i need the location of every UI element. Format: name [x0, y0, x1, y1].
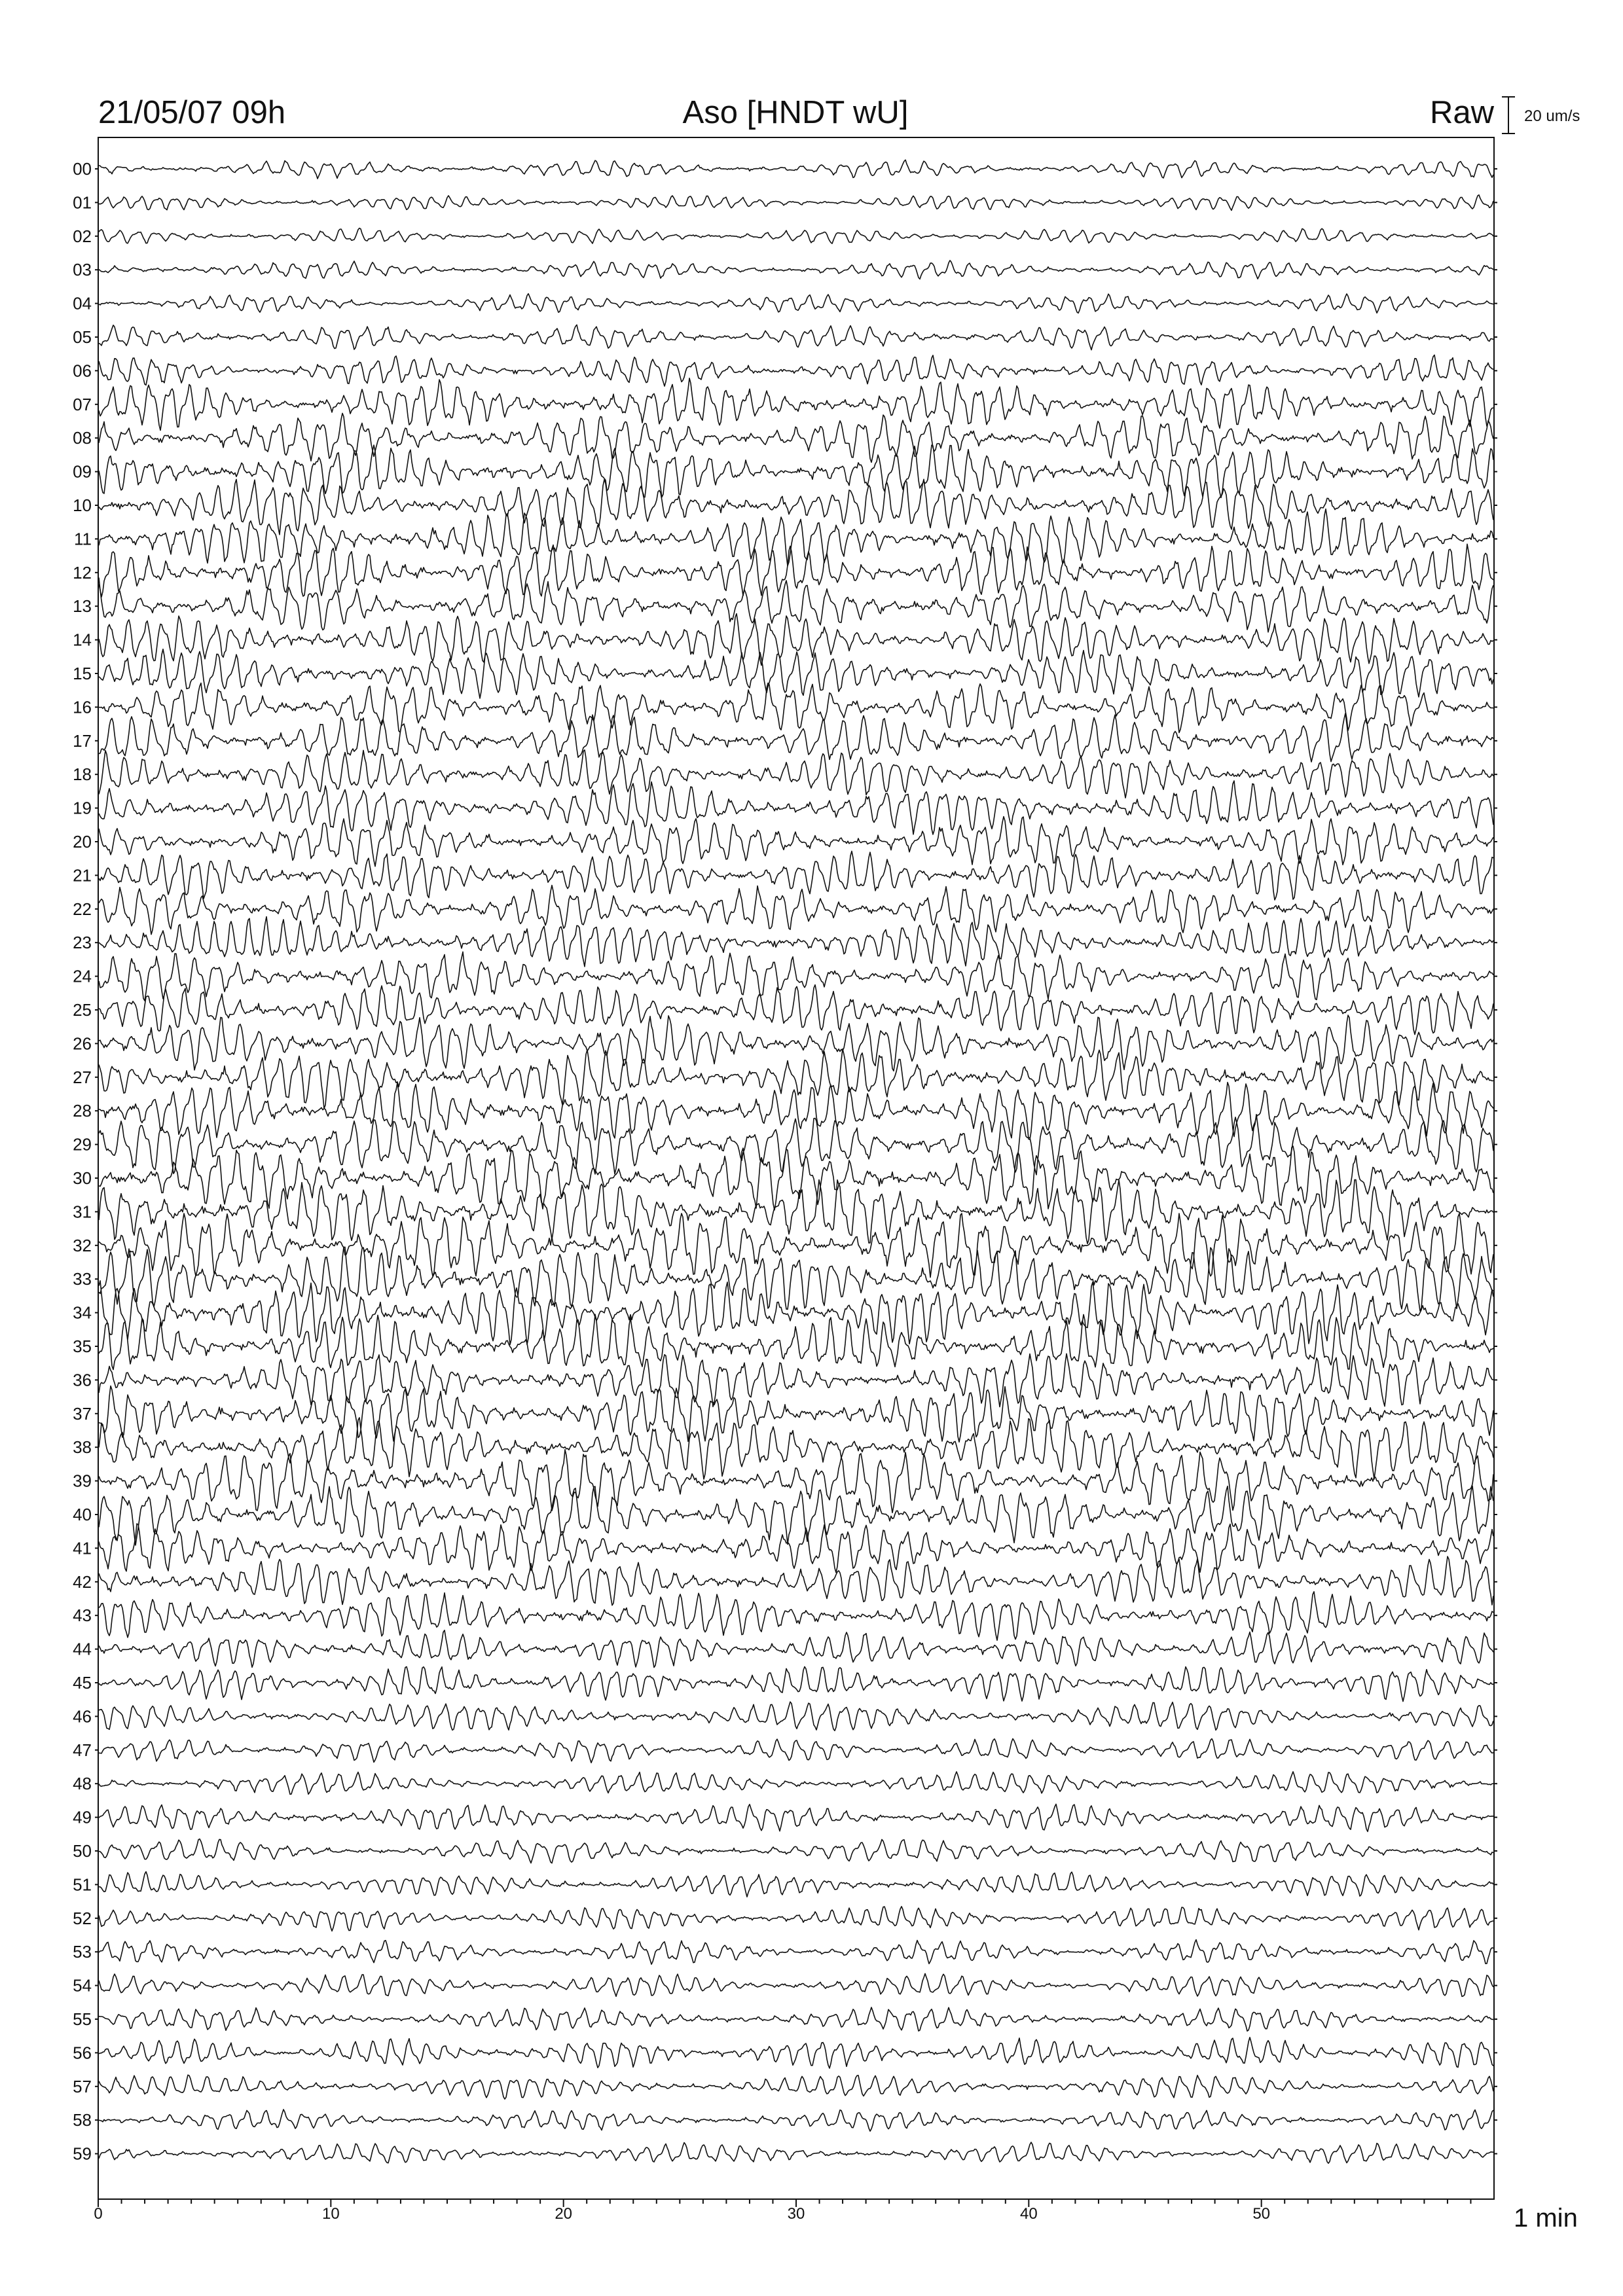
row-label-37: 37 — [73, 1403, 92, 1424]
row-label-53: 53 — [73, 1942, 92, 1962]
trace-row-54 — [99, 1973, 1493, 1996]
trace-row-25 — [99, 985, 1493, 1035]
station-title: Aso [HNDT wU] — [682, 95, 909, 130]
mode-label: Raw — [1429, 95, 1494, 130]
trace-row-56 — [99, 2037, 1493, 2068]
trace-row-26 — [99, 1015, 1493, 1071]
row-label-21: 21 — [73, 865, 92, 886]
row-label-46: 46 — [73, 1706, 92, 1727]
row-label-49: 49 — [73, 1807, 92, 1827]
x-tick-label: 40 — [1019, 2205, 1038, 2223]
row-label-07: 07 — [73, 394, 92, 414]
trace-row-09 — [99, 445, 1493, 497]
x-axis — [94, 2199, 1470, 2223]
row-label-35: 35 — [73, 1336, 92, 1356]
row-label-45: 45 — [73, 1673, 92, 1693]
trace-row-48 — [99, 1772, 1493, 1795]
row-label-42: 42 — [73, 1571, 92, 1592]
row-label-04: 04 — [73, 293, 92, 314]
row-label-54: 54 — [73, 1975, 92, 1996]
trace-row-04 — [99, 294, 1493, 314]
row-label-13: 13 — [73, 596, 92, 617]
trace-row-52 — [99, 1907, 1493, 1931]
x-tick-label: 30 — [787, 2205, 805, 2223]
row-label-12: 12 — [73, 562, 92, 583]
trace-row-58 — [99, 2109, 1493, 2131]
trace-row-16 — [99, 683, 1493, 733]
row-label-10: 10 — [73, 495, 92, 515]
row-label-44: 44 — [73, 1639, 92, 1659]
row-labels — [73, 159, 1497, 2164]
row-label-41: 41 — [73, 1538, 92, 1558]
scale-bar-label: 20 um/s — [1524, 107, 1580, 125]
row-label-19: 19 — [73, 798, 92, 818]
trace-row-46 — [99, 1702, 1493, 1731]
trace-row-13 — [99, 581, 1493, 632]
row-label-20: 20 — [73, 832, 92, 852]
row-label-50: 50 — [73, 1841, 92, 1861]
trace-row-10 — [99, 479, 1493, 535]
trace-row-30 — [99, 1146, 1493, 1210]
x-tick-label: 0 — [94, 2205, 103, 2223]
row-label-26: 26 — [73, 1033, 92, 1054]
row-label-16: 16 — [73, 697, 92, 717]
x-tick-label: 10 — [321, 2205, 340, 2223]
trace-row-57 — [99, 2075, 1493, 2099]
row-label-33: 33 — [73, 1269, 92, 1289]
row-label-23: 23 — [73, 933, 92, 953]
trace-row-24 — [99, 952, 1493, 1001]
amplitude-scale-bar — [1502, 97, 1580, 134]
row-label-11: 11 — [74, 529, 92, 549]
row-label-57: 57 — [73, 2076, 92, 2096]
row-label-58: 58 — [73, 2110, 92, 2130]
row-label-34: 34 — [73, 1302, 92, 1323]
trace-row-53 — [99, 1940, 1493, 1965]
row-label-17: 17 — [73, 730, 92, 751]
row-label-43: 43 — [73, 1605, 92, 1626]
seismic-traces — [99, 160, 1493, 2163]
row-label-27: 27 — [73, 1067, 92, 1087]
row-label-00: 00 — [73, 159, 92, 179]
row-label-15: 15 — [73, 664, 92, 683]
trace-row-07 — [99, 378, 1493, 431]
trace-row-35 — [99, 1314, 1493, 1369]
trace-row-41 — [99, 1524, 1493, 1573]
trace-row-05 — [99, 325, 1493, 350]
row-label-38: 38 — [73, 1437, 92, 1458]
trace-row-40 — [99, 1486, 1493, 1545]
trace-row-47 — [99, 1739, 1493, 1763]
row-label-22: 22 — [73, 899, 92, 919]
row-label-01: 01 — [73, 192, 92, 213]
trace-row-44 — [99, 1630, 1493, 1668]
row-label-25: 25 — [73, 1000, 92, 1020]
x-axis-unit-label: 1 min — [1514, 2204, 1578, 2233]
row-label-52: 52 — [73, 1908, 92, 1928]
row-label-48: 48 — [73, 1774, 92, 1794]
row-label-02: 02 — [73, 226, 92, 246]
row-label-06: 06 — [73, 361, 92, 381]
trace-row-37 — [99, 1386, 1493, 1443]
trace-row-43 — [99, 1592, 1493, 1640]
x-tick-label: 20 — [555, 2205, 573, 2223]
row-label-39: 39 — [73, 1471, 92, 1491]
row-label-30: 30 — [73, 1168, 92, 1188]
trace-row-17 — [99, 713, 1493, 762]
row-label-55: 55 — [73, 2009, 92, 2029]
row-label-03: 03 — [73, 260, 92, 280]
row-label-51: 51 — [73, 1874, 92, 1895]
trace-row-20 — [99, 817, 1493, 867]
row-label-14: 14 — [73, 630, 92, 650]
trace-row-08 — [99, 413, 1493, 462]
row-label-32: 32 — [73, 1235, 92, 1255]
trace-row-45 — [99, 1667, 1493, 1702]
row-label-18: 18 — [73, 764, 92, 785]
row-label-29: 29 — [73, 1134, 92, 1155]
trace-row-02 — [99, 228, 1493, 244]
trace-row-11 — [99, 509, 1493, 566]
trace-row-22 — [99, 886, 1493, 935]
row-label-05: 05 — [73, 327, 92, 347]
trace-row-36 — [99, 1354, 1493, 1407]
row-label-28: 28 — [73, 1101, 92, 1121]
trace-row-12 — [99, 544, 1493, 597]
row-label-40: 40 — [73, 1505, 92, 1524]
trace-row-03 — [99, 260, 1493, 279]
trace-row-21 — [99, 852, 1493, 901]
trace-row-49 — [99, 1804, 1493, 1832]
row-label-47: 47 — [73, 1740, 92, 1760]
row-label-59: 59 — [73, 2144, 92, 2164]
datetime-label: 21/05/07 09h — [98, 95, 286, 130]
trace-row-59 — [99, 2142, 1493, 2163]
row-label-24: 24 — [73, 966, 92, 986]
trace-row-15 — [99, 649, 1493, 698]
trace-row-50 — [99, 1839, 1493, 1863]
trace-row-01 — [99, 195, 1493, 211]
trace-row-42 — [99, 1556, 1493, 1605]
row-label-09: 09 — [73, 461, 92, 482]
trace-row-29 — [99, 1115, 1493, 1175]
trace-row-06 — [99, 355, 1493, 386]
trace-row-55 — [99, 2007, 1493, 2031]
row-label-31: 31 — [73, 1202, 92, 1222]
row-label-08: 08 — [73, 428, 92, 448]
row-label-36: 36 — [73, 1370, 92, 1390]
trace-row-00 — [99, 160, 1493, 179]
trace-row-19 — [99, 781, 1493, 834]
trace-row-51 — [99, 1872, 1493, 1897]
trace-row-18 — [99, 750, 1493, 798]
x-tick-label: 50 — [1252, 2205, 1271, 2223]
trace-row-31 — [99, 1180, 1493, 1244]
row-label-56: 56 — [73, 2043, 92, 2063]
